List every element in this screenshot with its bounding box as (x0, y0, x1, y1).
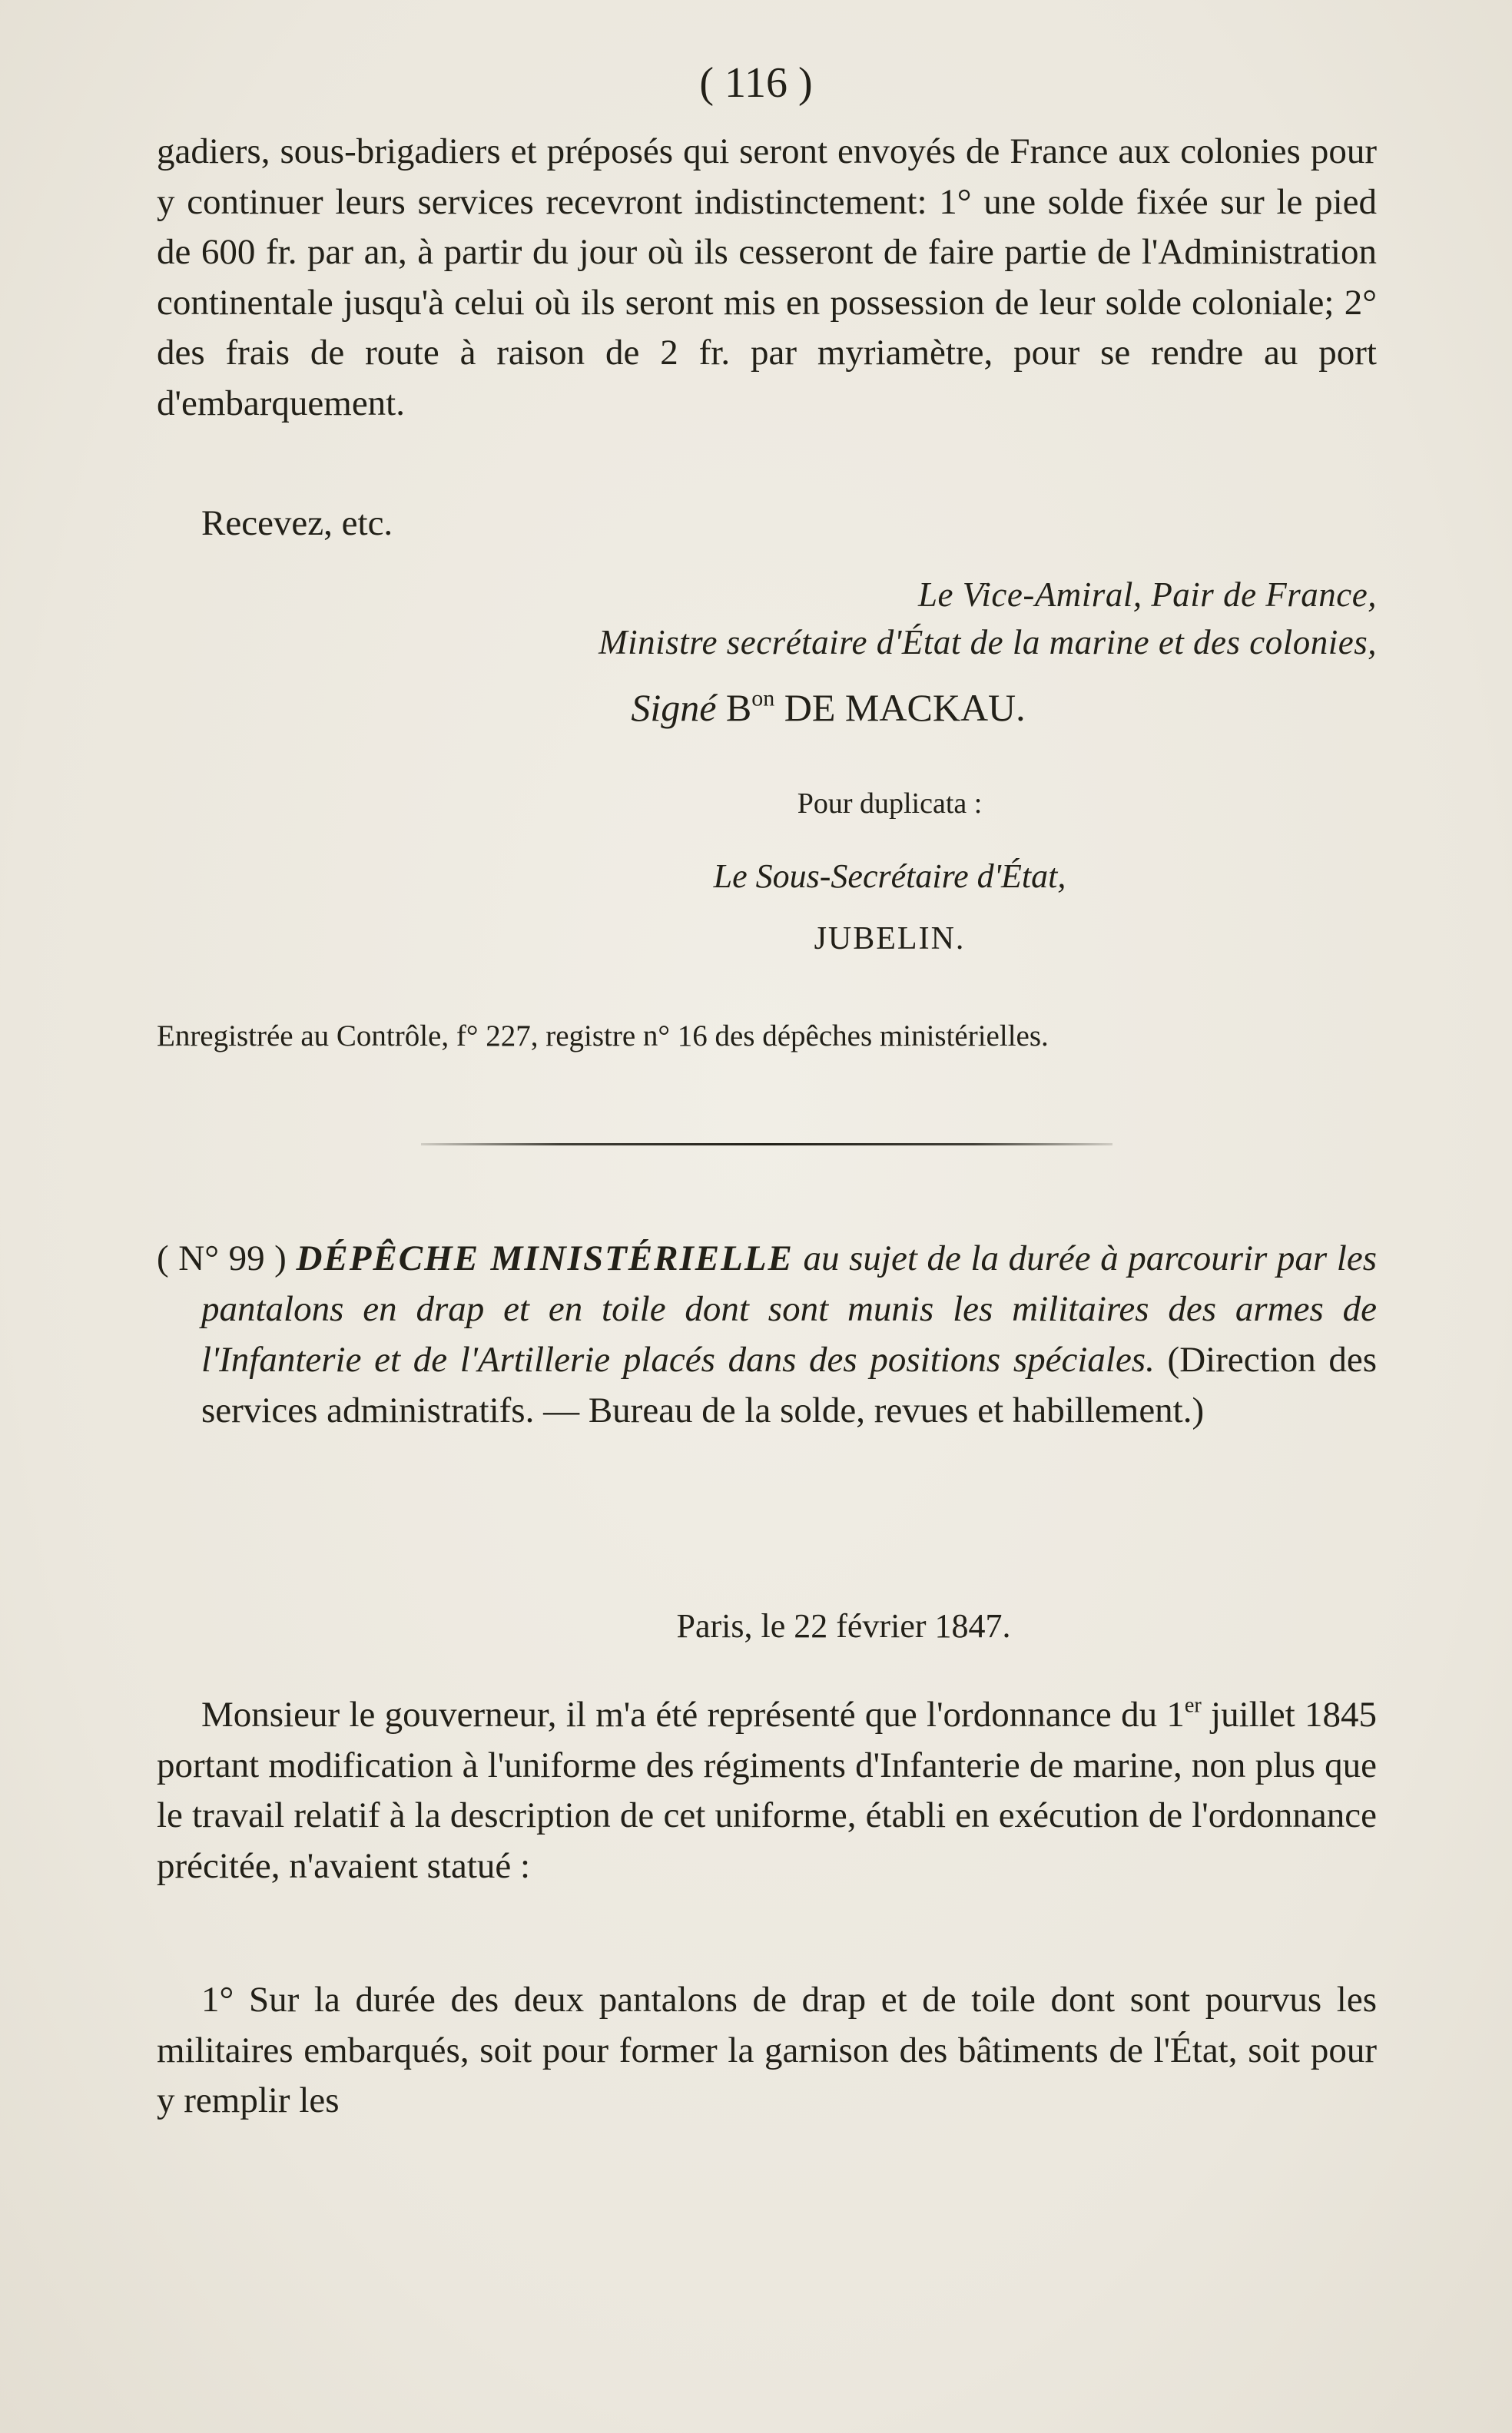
signature-line (157, 681, 1377, 734)
registration-note: Enregistrée au Contrôle, f° 227, registre n° 16 des dépêches ministérielles. (157, 1019, 1049, 1052)
dispatch-department: (Direction des services administratifs. — Bureau de la solde, revues et habillement.) (201, 1340, 1378, 1430)
duplicate-label: Pour duplicata : (797, 787, 983, 820)
dispatch-paragraph-2: 1° Sur la durée des deux pantalons de drap et de toile dont sont pourvus les militaires embarqués, soit pour former la garnison des bâtiments de l'État, soit pour y remplir les (157, 1980, 1377, 2120)
signed-word: Signé (631, 686, 717, 729)
paragraph-1-superscript: er (1184, 1693, 1202, 1718)
dispatch-title: DÉPÊCHE MINISTÉRIELLE (296, 1238, 794, 1278)
signed-name: DE MACKAU. (784, 686, 1026, 729)
undersecretary-title: Le Sous-Secrétaire d'État, (713, 857, 1066, 895)
dispatch-number: ( N° 99 ) (157, 1238, 287, 1278)
signatory-title-line-2: Ministre secrétaire d'État de la marine et des colonies, (598, 623, 1377, 661)
section-divider (421, 1143, 1112, 1145)
dispatch-heading (157, 1233, 1377, 1436)
dispatch-subject: au sujet de la durée à parcourir par les pantalons en drap et en toile dont sont munis les militaires des armes de l'Infanterie et de l'Artillerie placés dans des positions spéciales. (201, 1238, 1378, 1380)
dispatch-heading-text (157, 1233, 1377, 1436)
paragraph-1-part-1: Monsieur le gouverneur, il m'a été représenté que l'ordonnance du 1 (201, 1695, 1185, 1735)
undersecretary-name: JUBELIN. (814, 921, 966, 956)
closing-formula: Recevez, etc. (201, 503, 393, 543)
signatory-title-line-1: Le Vice-Amiral, Pair de France, (917, 575, 1377, 614)
signed-name-prefix: B (725, 686, 752, 729)
page-number: ( 116 ) (699, 59, 813, 107)
paragraph-1-part-2: juillet 1845 portant modification à l'uniforme des régiments d'Infanterie de marine, non plus que le travail relatif à la description de cet uniforme, établi en exécution de l'ordonnance précitée, n'avaient statué : (157, 1695, 1377, 1886)
signed-name-superscript: on (751, 685, 775, 711)
dispatch-paragraph-1 (157, 1690, 1377, 1891)
place-date: Paris, le 22 février 1847. (676, 1607, 1011, 1645)
letter-closing-paragraph: gadiers, sous-brigadiers et préposés qui seront envoyés de France aux colonies pour y continuer leurs services recevront indistinctement: 1° une solde fixée sur le pied de 600 fr. par an, à partir du jour où ils cesseront de faire partie de l'Administration continentale jusqu'à celui où ils seront mis en possession de leur solde coloniale; 2° des frais de route à raison de 2 fr. par myriamètre, pour se rendre au port d'embarquement. (157, 131, 1377, 423)
